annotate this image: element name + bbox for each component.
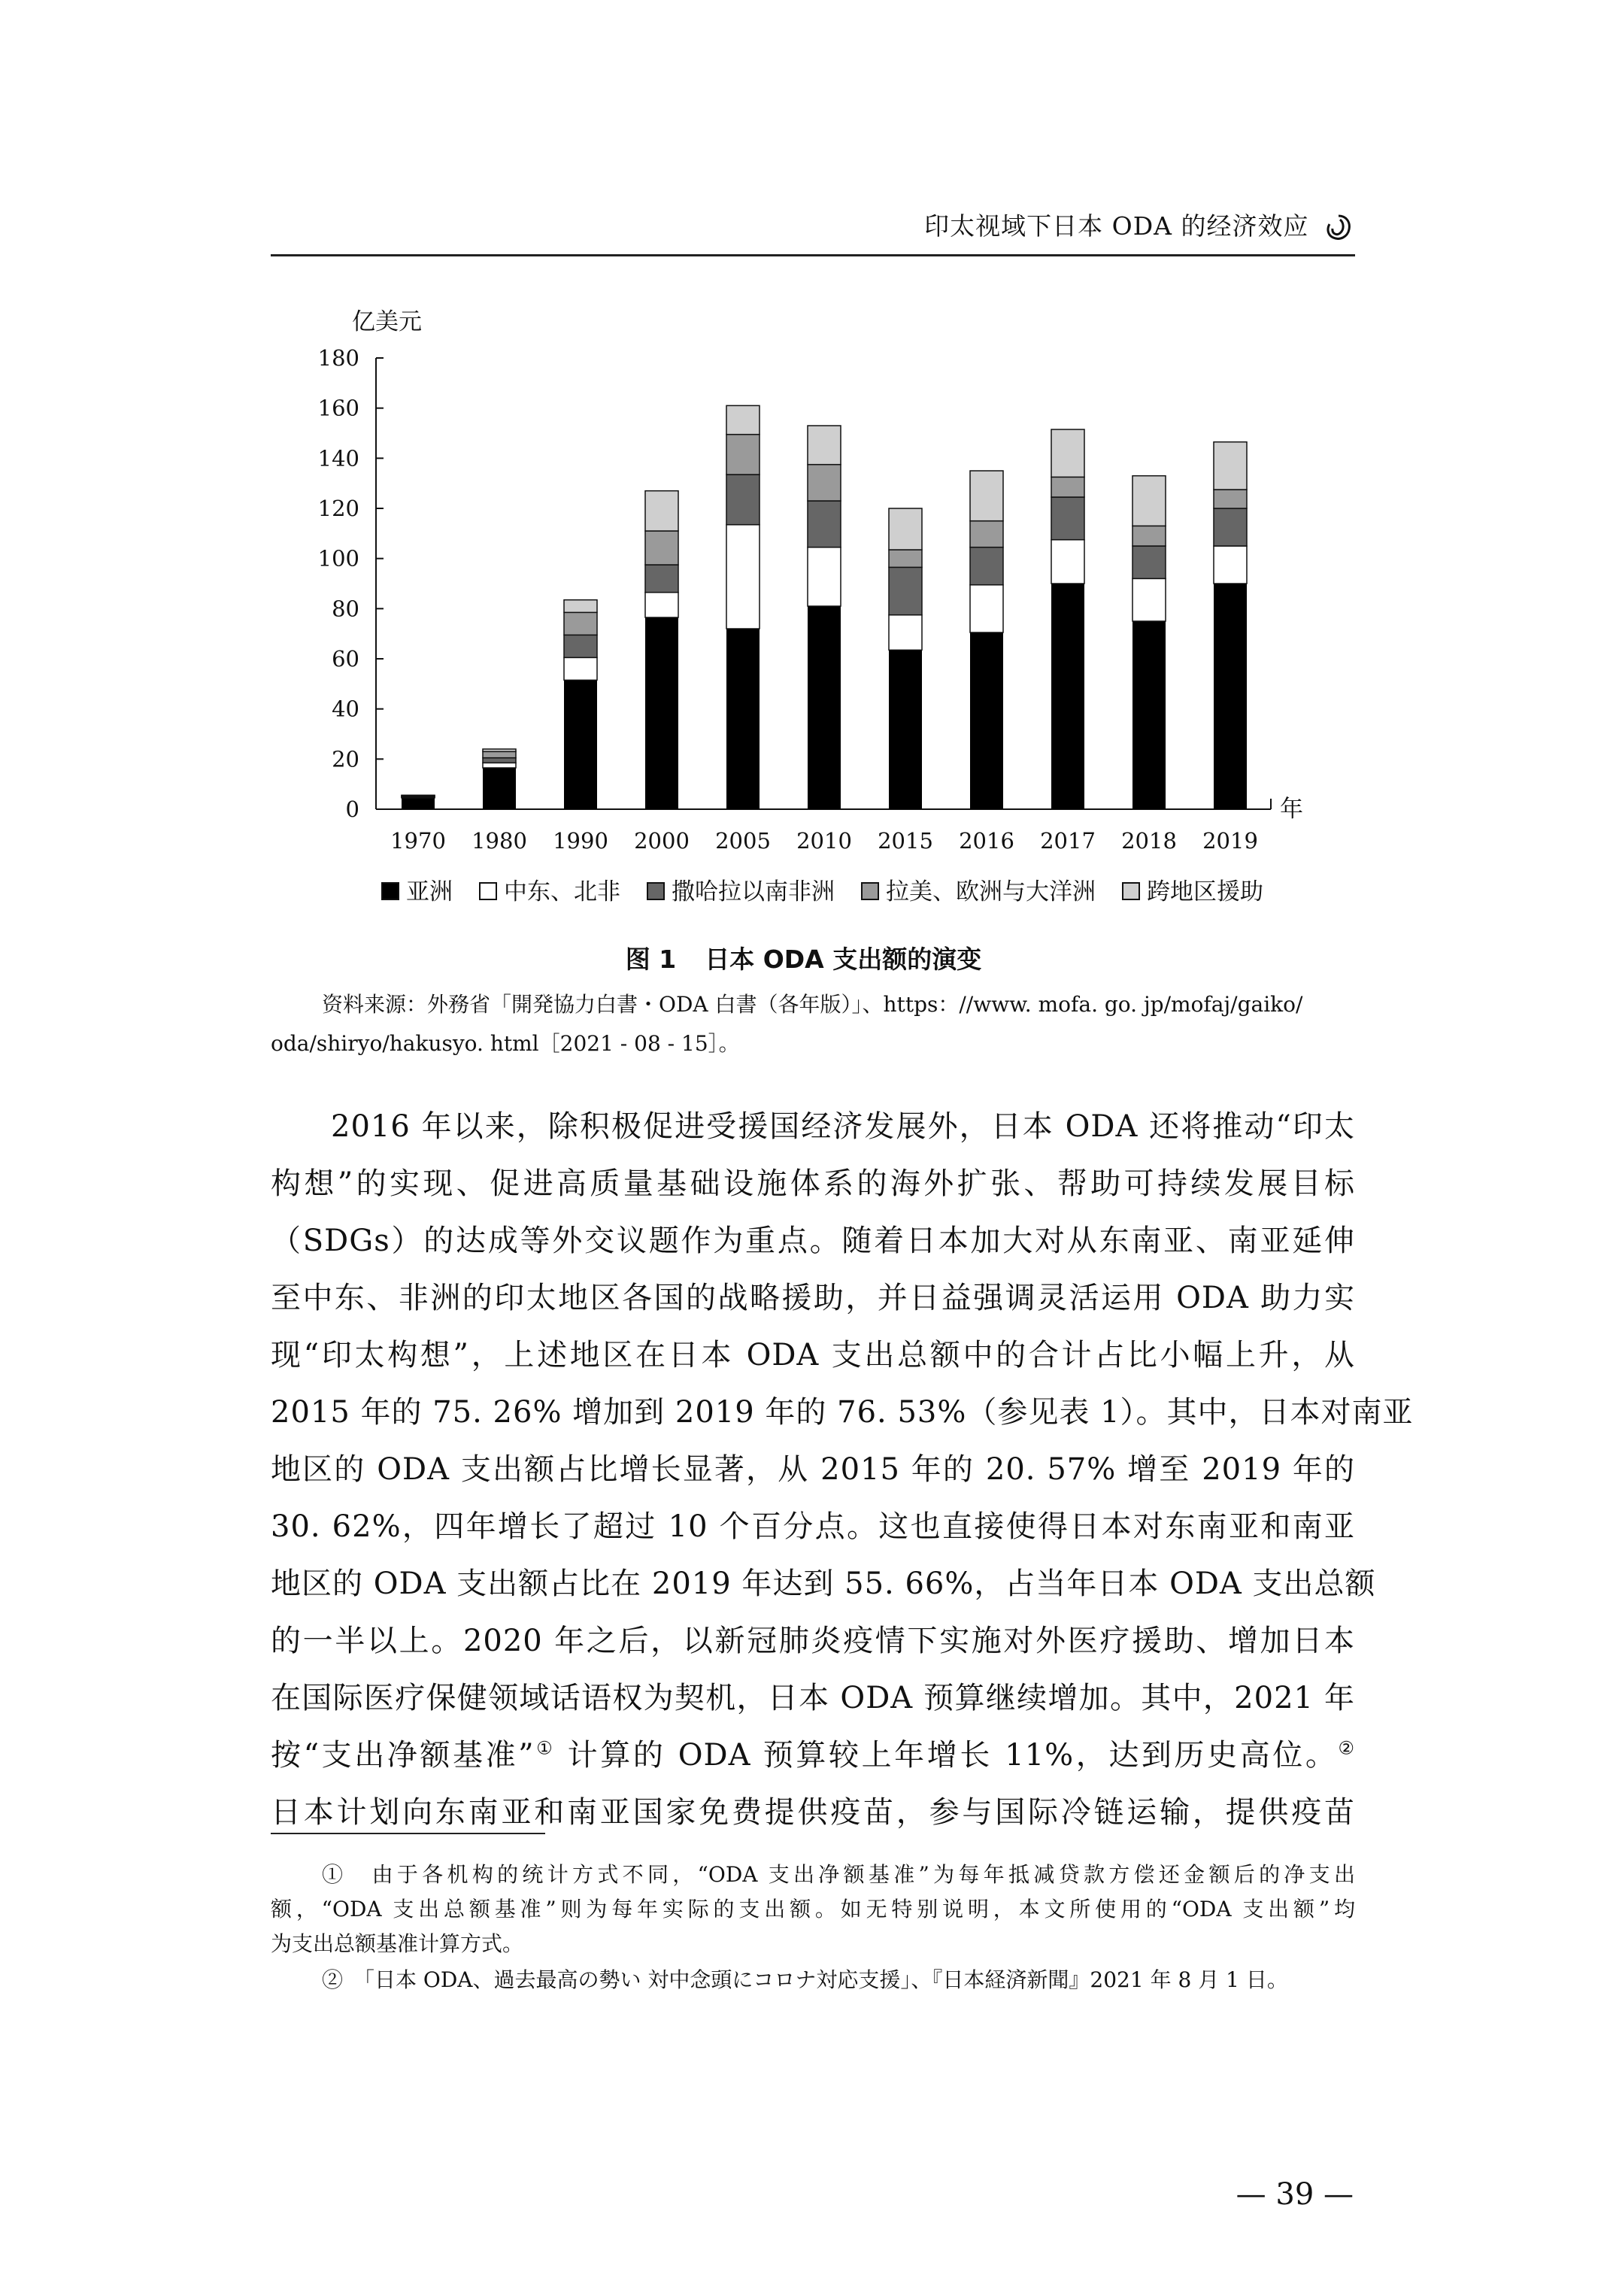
footnote-1-line: ① 由于各机构的统计方式不同，“ODA 支出净额基准”为每年抵减贷款方偿还金额后的净支出	[322, 1862, 1355, 1887]
bar-segment	[645, 491, 678, 531]
y-tick-label: 80	[332, 596, 359, 622]
legend-swatch	[382, 883, 399, 899]
x-tick-label: 2018	[1121, 828, 1177, 854]
bar-segment	[970, 585, 1003, 632]
footnote-1	[271, 1858, 1355, 1961]
legend-swatch	[647, 883, 664, 899]
bar-segment	[645, 565, 678, 593]
footnote-ref-2[interactable]: ②	[1338, 1737, 1355, 1759]
footnote-ref-1[interactable]: ①	[534, 1737, 556, 1759]
bar-segment	[1132, 526, 1166, 546]
x-tick-label: 2016	[959, 828, 1014, 854]
body-text-segment: 按“支出净额基准”	[271, 1738, 535, 1773]
bar-segment	[726, 435, 760, 475]
bar-segment	[1214, 584, 1247, 809]
y-tick-label: 0	[345, 796, 359, 822]
y-tick-label: 60	[332, 646, 359, 672]
bar-segment	[726, 525, 760, 629]
y-tick-label: 40	[332, 696, 359, 722]
bar-segment	[808, 501, 841, 547]
bar-segment	[970, 471, 1003, 521]
legend-label: 跨地区援助	[1147, 878, 1263, 905]
bar-segment	[889, 550, 922, 567]
bar-segment	[808, 547, 841, 606]
x-tick-label: 2017	[1040, 828, 1096, 854]
bar-segment	[1051, 477, 1084, 497]
x-tick-label: 1970	[390, 828, 446, 854]
body-line: 30. 62%，四年增长了超过 10 个百分点。这也直接使得日本对东南亚和南亚	[271, 1509, 1355, 1544]
x-tick-label: 2000	[634, 828, 690, 854]
footnote-rule	[271, 1833, 545, 1834]
x-tick-label: 1980	[471, 828, 527, 854]
body-paragraph	[271, 1098, 1414, 1841]
y-axis-label: 亿美元	[352, 308, 422, 335]
bar-segment	[645, 531, 678, 565]
bar-segment	[564, 657, 597, 680]
figure-number: 图 1	[625, 945, 677, 974]
bar-segment	[564, 600, 597, 613]
bar-segment	[1051, 584, 1084, 809]
bar-segment	[808, 426, 841, 465]
body-line: 至中东、非洲的印太地区各国的战略援助，并日益强调灵活运用 ODA 助力实	[271, 1281, 1355, 1315]
bar-segment	[483, 749, 516, 751]
footnote-1-line: 额，“ODA 支出总额基准”则为每年实际的支出额。如无特别说明，本文所使用的“ODA 支出额”均	[271, 1897, 1355, 1921]
source-line-2: oda/shiryo/hakusyo. html［2021 - 08 - 15］。	[271, 1031, 740, 1056]
y-tick-label: 140	[317, 445, 359, 472]
bar-segment	[889, 508, 922, 550]
running-head-title: 印太视域下日本 ODA 的经济效应	[924, 211, 1309, 241]
bar-segment	[1214, 508, 1247, 546]
bar-segment	[1051, 429, 1084, 477]
body-line: （SDGs）的达成等外交议题作为重点。随着日本加大对从东南亚、南亚延伸	[271, 1224, 1355, 1258]
y-tick-label: 20	[332, 746, 359, 772]
footnote-1-line: 为支出总额基准计算方式。	[271, 1931, 524, 1956]
figure-source	[271, 985, 1354, 1063]
legend-swatch	[480, 883, 496, 899]
bar-segment	[1132, 621, 1166, 809]
body-line: 在国际医疗保健领域话语权为契机，日本 ODA 预算继续增加。其中，2021 年	[271, 1681, 1355, 1715]
bar-segment	[889, 615, 922, 651]
bar-segment	[483, 768, 516, 809]
running-head	[271, 207, 1354, 243]
legend-label: 中东、北非	[504, 878, 620, 905]
body-line: 现“印太构想”，上述地区在日本 ODA 支出总额中的合计占比小幅上升，从	[271, 1338, 1355, 1372]
bar-segment	[564, 635, 597, 657]
x-tick-label: 1990	[553, 828, 608, 854]
bar-segment	[645, 593, 678, 617]
x-tick-label: 2019	[1202, 828, 1258, 854]
body-line-with-footnote-refs	[271, 1727, 1355, 1784]
bar-segment	[1214, 442, 1247, 490]
bar-segment	[726, 629, 760, 809]
bar-segment	[564, 612, 597, 635]
bar-segment	[564, 680, 597, 809]
footnotes	[271, 1858, 1355, 1997]
body-line: 2015 年的 75. 26% 增加到 2019 年的 76. 53%（参见表 1）。其中，日本对南亚	[271, 1395, 1414, 1430]
bar-segment	[1051, 540, 1084, 584]
bar-segment	[402, 795, 435, 796]
legend-label: 撒哈拉以南非洲	[672, 878, 835, 905]
bar-segment	[483, 758, 516, 763]
bar-segment	[1051, 497, 1084, 540]
y-tick-label: 180	[317, 345, 359, 371]
legend-label: 拉美、欧洲与大洋洲	[886, 878, 1096, 905]
bar-segment	[970, 547, 1003, 585]
body-line: 地区的 ODA 支出额占比增长显著，从 2015 年的 20. 57% 增至 2019 年的	[271, 1452, 1355, 1487]
oda-stacked-bar-chart	[271, 301, 1354, 933]
body-text-segment: 计算的 ODA 预算较上年增长 11%，达到历史高位。	[567, 1738, 1339, 1773]
bar-segment	[889, 650, 922, 809]
x-tick-label: 2015	[878, 828, 933, 854]
legend-swatch	[1123, 883, 1139, 899]
legend-swatch	[862, 883, 878, 899]
bar-segment	[483, 751, 516, 757]
bar-segment	[808, 606, 841, 809]
source-line-1: 资料来源：外務省「開発協力白書・ODA 白書（各年版）」、https：//www. mofa. go. jp/mofaj/gaiko/	[322, 992, 1303, 1017]
y-tick-label: 160	[317, 395, 359, 421]
y-tick-label: 120	[317, 496, 359, 521]
bar-segment	[1132, 546, 1166, 578]
footnote-2: ② 「日本 ODA、過去最高の勢い 対中念頭にコロナ対応支援」、『日本経済新聞』2021 年 8 月 1 日。	[322, 1967, 1288, 1992]
bar-segment	[402, 798, 435, 809]
bar-segment	[889, 567, 922, 614]
page-number: — 39 —	[1236, 2177, 1354, 2212]
body-line: 2016 年以来，除积极促进受援国经济发展外，日本 ODA 还将推动“印太	[331, 1109, 1355, 1144]
x-tick-label: 2010	[796, 828, 852, 854]
legend-label: 亚洲	[406, 878, 453, 905]
bar-segment	[645, 617, 678, 809]
bar-segment	[726, 405, 760, 434]
header-rule	[271, 254, 1355, 256]
bar-segment	[1132, 476, 1166, 526]
bar-segment	[970, 632, 1003, 809]
bar-segment	[1132, 578, 1166, 621]
figure-title: 日本 ODA 支出额的演变	[705, 945, 982, 974]
bar-segment	[808, 465, 841, 501]
x-axis-label: 年	[1280, 796, 1303, 823]
bar-segment	[726, 475, 760, 525]
bar-segment	[970, 521, 1003, 547]
body-line: 日本计划向东南亚和南亚国家免费提供疫苗，参与国际冷链运输，提供疫苗	[271, 1795, 1355, 1830]
bar-segment	[1214, 490, 1247, 508]
body-line: 的一半以上。2020 年之后，以新冠肺炎疫情下实施对外医疗援助、增加日本	[271, 1624, 1355, 1658]
figure-caption	[0, 940, 1607, 975]
bar-segment	[1214, 546, 1247, 584]
bar-segment	[483, 763, 516, 768]
body-line: 构想”的实现、促进高质量基础设施体系的海外扩张、帮助可持续发展目标	[271, 1166, 1355, 1201]
journal-logo-icon	[1324, 213, 1354, 243]
y-tick-label: 100	[317, 545, 359, 572]
body-line: 地区的 ODA 支出额占比在 2019 年达到 55. 66%，占当年日本 ODA 支出总额	[271, 1567, 1376, 1601]
x-tick-label: 2005	[715, 828, 771, 854]
